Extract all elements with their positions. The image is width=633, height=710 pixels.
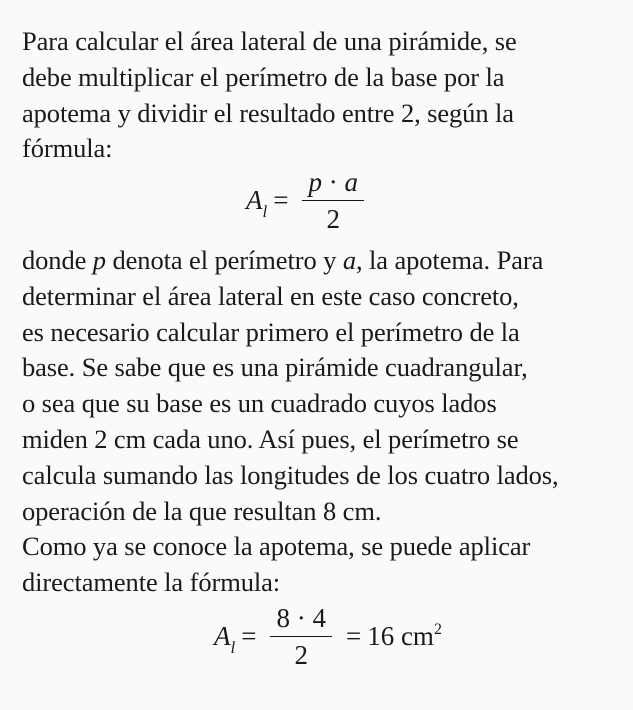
text-line: apotema y dividir el resultado entre 2, según la xyxy=(22,97,514,128)
perimeter-var: p xyxy=(308,167,322,197)
area-symbol: A xyxy=(214,621,231,651)
formula-lhs xyxy=(214,621,236,657)
area-subscript: l xyxy=(262,202,268,221)
equals-sign: = xyxy=(273,185,289,215)
equals-sign: = xyxy=(345,621,362,651)
result-exponent: 2 xyxy=(433,621,442,638)
lateral-area-formula xyxy=(246,168,372,233)
text-line: base. Se sabe que es una pirámide cuadrangular, xyxy=(22,352,528,383)
text-line: calcula sumando las longitudes de los cuatro lados, xyxy=(22,459,559,490)
text-line: directamente la fórmula: xyxy=(22,567,281,598)
text-line: determinar el área lateral en este caso concreto, xyxy=(22,280,519,311)
text-line: Para calcular el área lateral de una pirámide, se xyxy=(22,26,517,56)
apothem-var: a xyxy=(342,245,356,275)
result-value: 16 cm xyxy=(367,621,434,651)
text-line: Como ya se conoce la apotema, se puede aplicar xyxy=(22,531,531,562)
worked-example-formula xyxy=(214,604,442,669)
text-line: es necesario calcular primero el perímetro de la xyxy=(22,316,520,347)
fraction-numerator: 8 · 4 xyxy=(270,604,332,637)
formula-result xyxy=(367,621,442,652)
fraction-numerator xyxy=(302,168,364,201)
perimeter-var: p xyxy=(92,245,106,275)
area-symbol: A xyxy=(246,185,263,215)
formula-fraction xyxy=(270,604,332,669)
text-line: o sea que su base es un cuadrado cuyos lados xyxy=(22,388,497,419)
equals-sign: = xyxy=(241,621,257,651)
text-line: operación de la que resultan 8 cm. xyxy=(22,495,382,526)
text-line: fórmula: xyxy=(22,133,113,164)
fraction-denominator: 2 xyxy=(294,640,308,670)
text-line xyxy=(22,243,559,279)
area-subscript: l xyxy=(230,638,236,657)
text-line: miden 2 cm cada uno. Así pues, el perímetro se xyxy=(22,423,519,454)
text-run: donde xyxy=(22,245,93,275)
text-run: denota el perímetro y xyxy=(105,245,343,275)
formula-fraction xyxy=(302,168,364,233)
intro-paragraph xyxy=(22,24,517,167)
explanation-paragraph xyxy=(22,243,559,601)
formula-lhs xyxy=(246,185,268,221)
text-run: , la apotema. Para xyxy=(355,245,544,275)
multiply-dot: · xyxy=(328,167,338,197)
apothem-var: a xyxy=(344,167,358,197)
text-line: debe multiplicar el perímetro de la base por la xyxy=(22,61,505,92)
fraction-denominator: 2 xyxy=(326,204,340,234)
